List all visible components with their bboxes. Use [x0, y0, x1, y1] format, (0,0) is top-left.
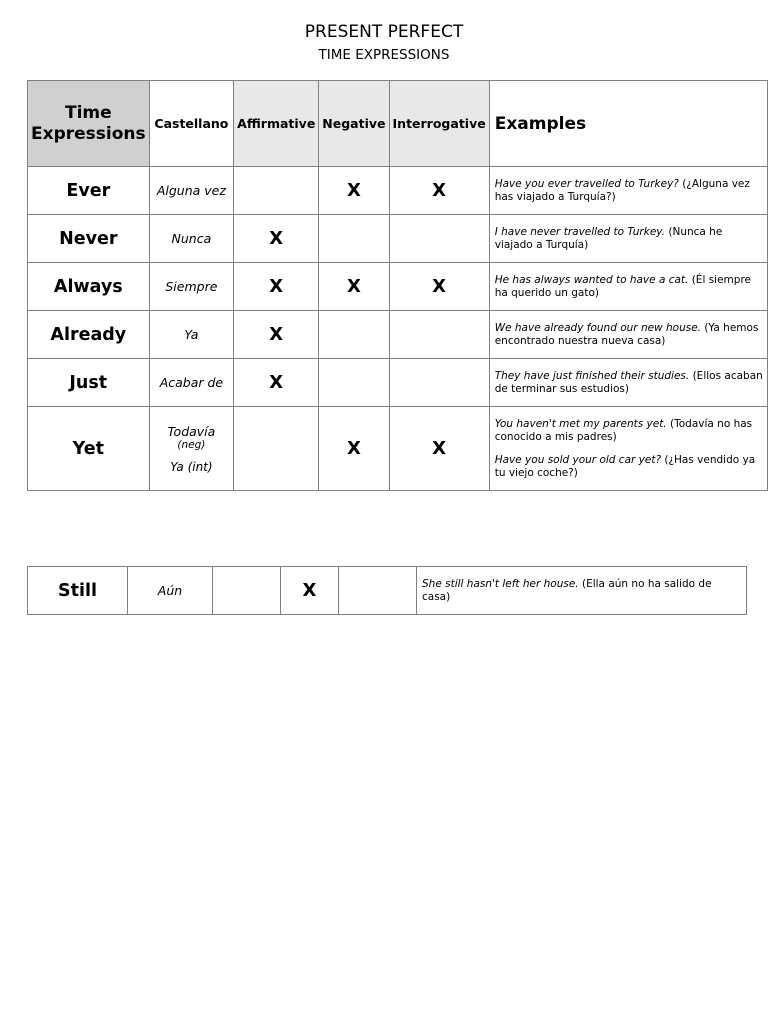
example-cell: [417, 567, 747, 615]
example-spanish: (Ya hemos encontrado nuestra nueva casa): [494, 321, 759, 347]
example-line: [495, 454, 763, 480]
header-row: [28, 81, 768, 167]
example-english: She still hasn't left her house.: [422, 577, 579, 590]
negative-cell: [319, 359, 389, 407]
example-english: Have you ever travelled to Turkey?: [494, 177, 679, 190]
example-english: You haven't met my parents yet.: [494, 417, 667, 430]
header-negative: Negative: [319, 81, 389, 167]
negative-cell: X: [319, 167, 389, 215]
interrogative-cell: X: [389, 167, 489, 215]
negative-cell: X: [281, 567, 339, 615]
example-english: They have just finished their studies.: [494, 369, 690, 382]
castellano-cell: Nunca: [149, 215, 234, 263]
example-cell: [489, 167, 767, 215]
expression-cell: Ever: [28, 167, 150, 215]
negative-cell: X: [319, 407, 389, 491]
page-subtitle: TIME EXPRESSIONS: [318, 47, 450, 63]
negative-cell: X: [319, 263, 389, 311]
header-castellano: Castellano: [149, 81, 234, 167]
example-cell: [489, 263, 767, 311]
example-cell: [489, 311, 767, 359]
example-cell: [489, 407, 767, 491]
example-spanish: (¿Has vendido ya tu viejo coche?): [494, 453, 756, 479]
affirmative-cell: [213, 567, 281, 615]
example-spanish: (Él siempre ha querido un gato): [494, 273, 751, 299]
castellano-cell: [149, 407, 234, 491]
example-english: Have you sold your old car yet?: [494, 453, 662, 466]
header-affirmative: Affirmative: [234, 81, 319, 167]
castellano-cell: Ya: [149, 311, 234, 359]
expression-cell: Still: [28, 567, 128, 615]
expression-cell: Never: [28, 215, 150, 263]
affirmative-cell: X: [234, 359, 319, 407]
table-row: [28, 407, 768, 491]
example-spanish: (Todavía no has conocido a mis padres): [494, 417, 753, 443]
expression-cell: Just: [28, 359, 150, 407]
affirmative-cell: X: [234, 263, 319, 311]
negative-cell: [319, 215, 389, 263]
affirmative-cell: X: [234, 311, 319, 359]
interrogative-cell: [389, 215, 489, 263]
interrogative-cell: X: [389, 407, 489, 491]
castellano-cell: Acabar de: [149, 359, 234, 407]
header-examples: Examples: [489, 81, 767, 167]
table-row: [28, 263, 768, 311]
interrogative-cell: [389, 359, 489, 407]
negative-cell: [319, 311, 389, 359]
castellano-ya: Ya (int): [170, 459, 213, 474]
expression-cell: Yet: [28, 407, 150, 491]
example-spanish: (Nunca he viajado a Turquía): [494, 225, 723, 251]
interrogative-cell: [339, 567, 417, 615]
example-cell: [489, 215, 767, 263]
affirmative-cell: [234, 167, 319, 215]
header-interrogative: Interrogative: [389, 81, 489, 167]
example-spanish: (Ellos acaban de terminar sus estudios): [494, 369, 763, 395]
table-row: [28, 311, 768, 359]
header-time-expressions: Time Expressions: [28, 81, 150, 167]
example-english: We have already found our new house.: [494, 321, 701, 334]
example-spanish: (Ella aún no ha salido de casa): [422, 577, 712, 603]
still-table: [27, 566, 747, 615]
example-line: [495, 418, 763, 444]
castellano-neg-note: (neg): [177, 438, 206, 451]
example-spanish: (¿Alguna vez has viajado a Turquía?): [494, 177, 750, 203]
expression-cell: Always: [28, 263, 150, 311]
page-title: PRESENT PERFECT: [304, 22, 464, 42]
castellano-todavia: Todavía: [167, 423, 216, 439]
castellano-cell: Siempre: [149, 263, 234, 311]
table-row: [28, 215, 768, 263]
table-row: [28, 567, 747, 615]
castellano-cell: Alguna vez: [149, 167, 234, 215]
table-row: [28, 167, 768, 215]
affirmative-cell: [234, 407, 319, 491]
example-english: I have never travelled to Turkey.: [494, 225, 666, 238]
example-cell: [489, 359, 767, 407]
example-english: He has always wanted to have a cat.: [494, 273, 689, 286]
table-row: [28, 359, 768, 407]
interrogative-cell: [389, 311, 489, 359]
time-expressions-table: [27, 80, 768, 491]
affirmative-cell: X: [234, 215, 319, 263]
interrogative-cell: X: [389, 263, 489, 311]
expression-cell: Already: [28, 311, 150, 359]
castellano-cell: Aún: [128, 567, 213, 615]
